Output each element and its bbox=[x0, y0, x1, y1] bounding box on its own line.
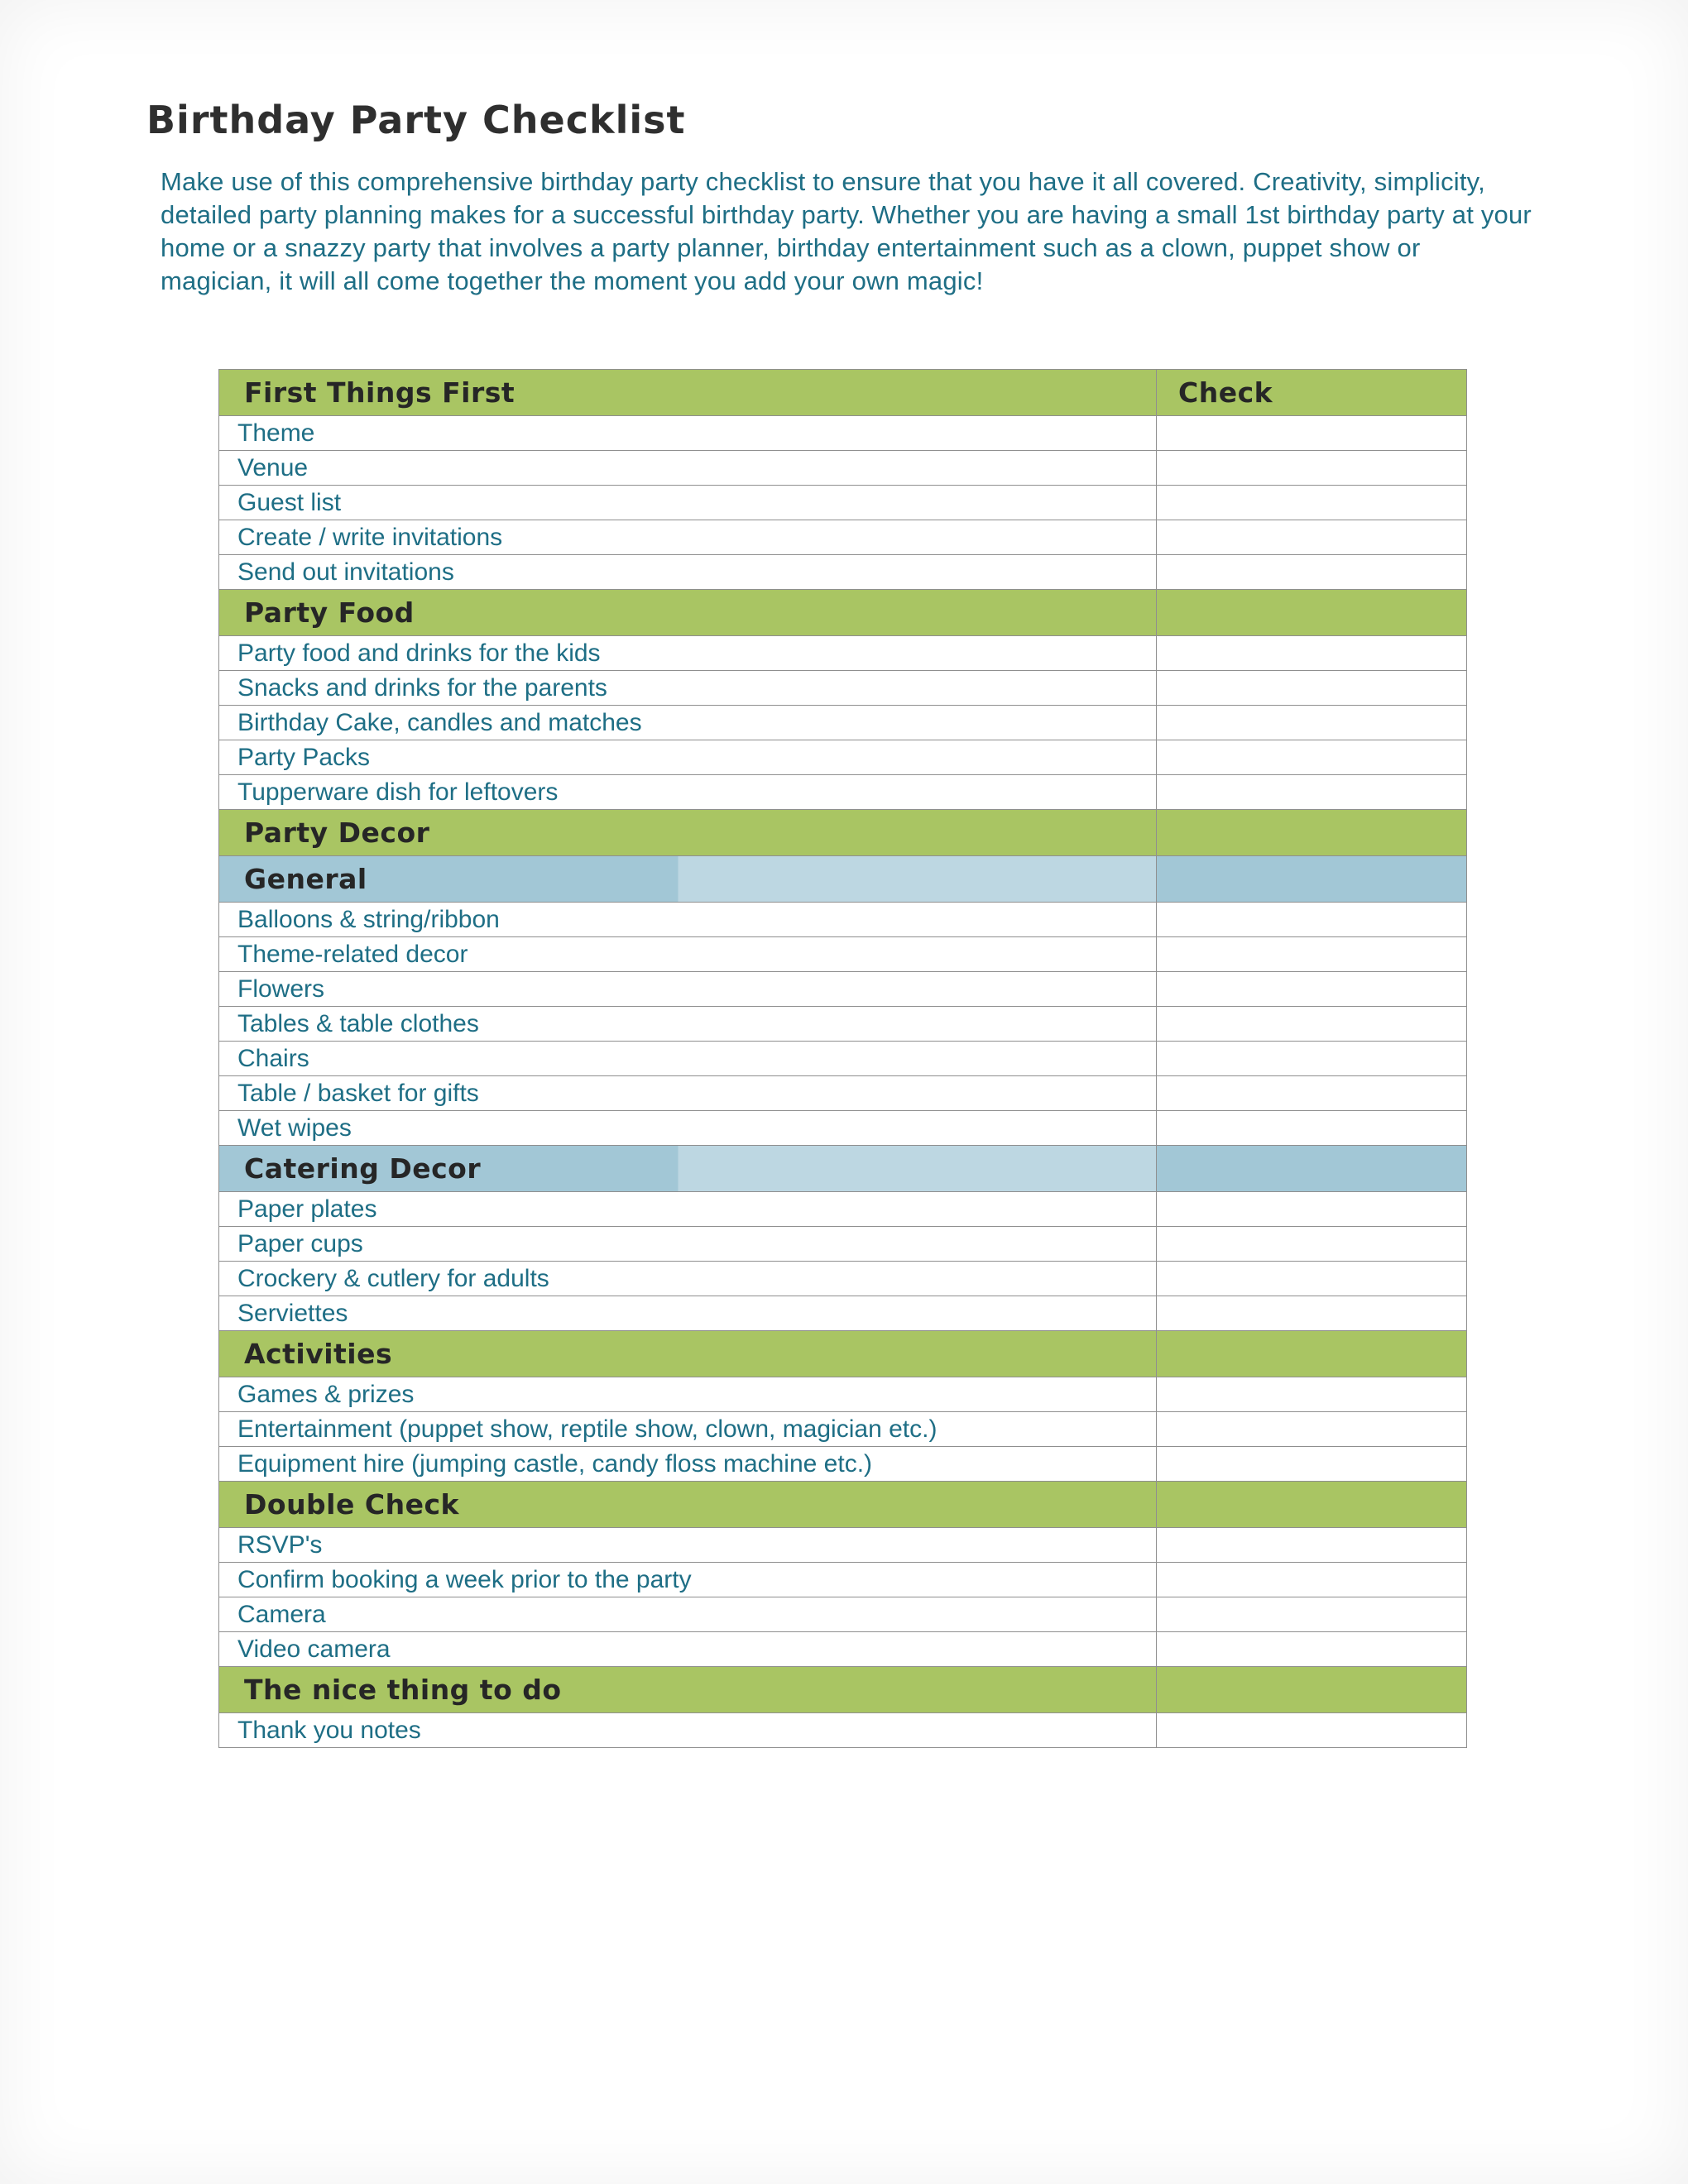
item-label: Games & prizes bbox=[219, 1377, 1157, 1412]
checklist-item-row bbox=[219, 1597, 1467, 1632]
section-row-first-things-first bbox=[219, 370, 1467, 416]
item-label: Serviettes bbox=[219, 1296, 1157, 1331]
checklist-item-row bbox=[219, 1632, 1467, 1667]
checklist-item-row bbox=[219, 706, 1467, 740]
section-title: Catering Decor bbox=[219, 1146, 1157, 1192]
item-label: Chairs bbox=[219, 1042, 1157, 1076]
item-label: Party food and drinks for the kids bbox=[219, 636, 1157, 671]
section-check-cell bbox=[1157, 1667, 1467, 1713]
item-check-cell bbox=[1157, 937, 1467, 972]
item-check-cell bbox=[1157, 1713, 1467, 1748]
checklist-item-row bbox=[219, 671, 1467, 706]
checklist-table bbox=[218, 369, 1467, 1748]
item-check-cell bbox=[1157, 1447, 1467, 1482]
item-label: Paper plates bbox=[219, 1192, 1157, 1227]
checklist-item-row bbox=[219, 451, 1467, 486]
checklist-item-row bbox=[219, 937, 1467, 972]
checklist-item-row bbox=[219, 1713, 1467, 1748]
section-title: Party Food bbox=[219, 590, 1157, 636]
checklist-item-row bbox=[219, 1007, 1467, 1042]
item-label: Crockery & cutlery for adults bbox=[219, 1262, 1157, 1296]
checklist-item-row bbox=[219, 740, 1467, 775]
item-check-cell bbox=[1157, 520, 1467, 555]
item-label: Camera bbox=[219, 1597, 1157, 1632]
item-check-cell bbox=[1157, 1632, 1467, 1667]
check-column-header: Check bbox=[1157, 370, 1467, 416]
section-row-party-food bbox=[219, 590, 1467, 636]
section-title: Activities bbox=[219, 1331, 1157, 1377]
section-check-cell bbox=[1157, 856, 1467, 903]
checklist-item-row bbox=[219, 1528, 1467, 1563]
checklist-item-row bbox=[219, 486, 1467, 520]
intro-paragraph: Make use of this comprehensive birthday party checklist to ensure that you have it all covered. Creativity, simplicity, detailed party planning makes for a successful birthday party. Whether you are having a small 1st birthday party at your home or a snazzy party that involves a party planner, birthday entertainment such as a clown, puppet show or magician, it will all come together the moment you add your own magic! bbox=[161, 167, 1532, 295]
item-check-cell bbox=[1157, 451, 1467, 486]
section-row-general bbox=[219, 856, 1467, 903]
checklist-item-row bbox=[219, 1042, 1467, 1076]
checklist-item-row bbox=[219, 636, 1467, 671]
item-label: Table / basket for gifts bbox=[219, 1076, 1157, 1111]
item-check-cell bbox=[1157, 1563, 1467, 1597]
checklist-item-row bbox=[219, 1377, 1467, 1412]
item-check-cell bbox=[1157, 1528, 1467, 1563]
checklist-item-row bbox=[219, 903, 1467, 937]
item-label: Theme bbox=[219, 416, 1157, 451]
section-check-cell bbox=[1157, 590, 1467, 636]
item-check-cell bbox=[1157, 555, 1467, 590]
section-check-cell bbox=[1157, 1331, 1467, 1377]
section-title: First Things First bbox=[219, 370, 1157, 416]
checklist-item-row bbox=[219, 520, 1467, 555]
checklist-item-row bbox=[219, 775, 1467, 810]
item-label: Party Packs bbox=[219, 740, 1157, 775]
checklist-item-row bbox=[219, 1192, 1467, 1227]
checklist-item-row bbox=[219, 1111, 1467, 1146]
item-label: Birthday Cake, candles and matches bbox=[219, 706, 1157, 740]
item-check-cell bbox=[1157, 1262, 1467, 1296]
item-label: Paper cups bbox=[219, 1227, 1157, 1262]
section-check-cell bbox=[1157, 1146, 1467, 1192]
section-row-catering-decor bbox=[219, 1146, 1467, 1192]
item-label: Tables & table clothes bbox=[219, 1007, 1157, 1042]
item-check-cell bbox=[1157, 903, 1467, 937]
item-label: Flowers bbox=[219, 972, 1157, 1007]
document-title: Birthday Party Checklist bbox=[146, 98, 686, 142]
checklist-item-row bbox=[219, 555, 1467, 590]
section-row-double-check bbox=[219, 1482, 1467, 1528]
checklist-item-row bbox=[219, 972, 1467, 1007]
item-check-cell bbox=[1157, 416, 1467, 451]
item-check-cell bbox=[1157, 1597, 1467, 1632]
section-title: Double Check bbox=[219, 1482, 1157, 1528]
item-check-cell bbox=[1157, 1192, 1467, 1227]
item-check-cell bbox=[1157, 972, 1467, 1007]
item-label: Tupperware dish for leftovers bbox=[219, 775, 1157, 810]
item-check-cell bbox=[1157, 706, 1467, 740]
item-check-cell bbox=[1157, 1076, 1467, 1111]
item-label: Theme-related decor bbox=[219, 937, 1157, 972]
section-title: Party Decor bbox=[219, 810, 1157, 856]
item-label: Snacks and drinks for the parents bbox=[219, 671, 1157, 706]
item-check-cell bbox=[1157, 1042, 1467, 1076]
item-label: Wet wipes bbox=[219, 1111, 1157, 1146]
section-title: The nice thing to do bbox=[219, 1667, 1157, 1713]
item-check-cell bbox=[1157, 486, 1467, 520]
checklist-item-row bbox=[219, 1412, 1467, 1447]
item-check-cell bbox=[1157, 671, 1467, 706]
item-check-cell bbox=[1157, 636, 1467, 671]
item-label: Video camera bbox=[219, 1632, 1157, 1667]
item-label: Send out invitations bbox=[219, 555, 1157, 590]
item-label: Entertainment (puppet show, reptile show, clown, magician etc.) bbox=[219, 1412, 1157, 1447]
section-row-the-nice-thing-to-do bbox=[219, 1667, 1467, 1713]
item-check-cell bbox=[1157, 1377, 1467, 1412]
section-row-party-decor bbox=[219, 810, 1467, 856]
checklist-item-row bbox=[219, 1447, 1467, 1482]
item-check-cell bbox=[1157, 1296, 1467, 1331]
item-label: Guest list bbox=[219, 486, 1157, 520]
section-title: General bbox=[219, 856, 1157, 903]
checklist-item-row bbox=[219, 1076, 1467, 1111]
item-check-cell bbox=[1157, 740, 1467, 775]
section-row-activities bbox=[219, 1331, 1467, 1377]
checklist-item-row bbox=[219, 1296, 1467, 1331]
section-check-cell bbox=[1157, 1482, 1467, 1528]
item-label: Confirm booking a week prior to the party bbox=[219, 1563, 1157, 1597]
checklist-item-row bbox=[219, 416, 1467, 451]
item-label: Thank you notes bbox=[219, 1713, 1157, 1748]
item-label: Venue bbox=[219, 451, 1157, 486]
item-label: Create / write invitations bbox=[219, 520, 1157, 555]
checklist-item-row bbox=[219, 1262, 1467, 1296]
checklist-item-row bbox=[219, 1227, 1467, 1262]
item-check-cell bbox=[1157, 1412, 1467, 1447]
item-label: Balloons & string/ribbon bbox=[219, 903, 1157, 937]
item-label: RSVP's bbox=[219, 1528, 1157, 1563]
item-check-cell bbox=[1157, 1227, 1467, 1262]
item-check-cell bbox=[1157, 1111, 1467, 1146]
section-check-cell bbox=[1157, 810, 1467, 856]
item-check-cell bbox=[1157, 1007, 1467, 1042]
checklist-item-row bbox=[219, 1563, 1467, 1597]
item-label: Equipment hire (jumping castle, candy floss machine etc.) bbox=[219, 1447, 1157, 1482]
item-check-cell bbox=[1157, 775, 1467, 810]
